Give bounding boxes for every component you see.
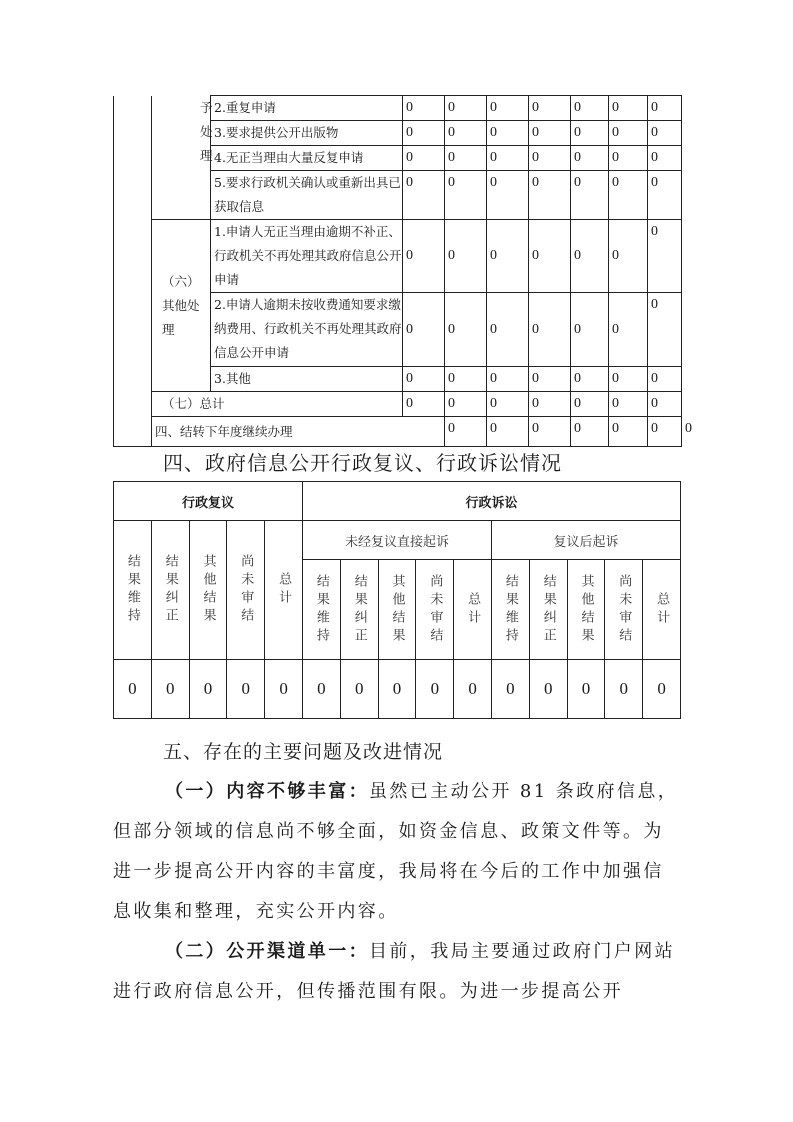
value-cell: 0 bbox=[609, 417, 648, 447]
value-cell: 0 bbox=[609, 293, 648, 367]
row-label: 2.申请人逾期未按收费通知要求缴纳费用、行政机关不再处理其政府信息公开申请 bbox=[211, 293, 403, 367]
review-column-header bbox=[227, 521, 265, 660]
column-label: 总计 bbox=[654, 591, 670, 628]
value-cell: 0 bbox=[403, 220, 445, 293]
value-cell: 0 bbox=[403, 392, 445, 417]
value-cell: 0 bbox=[571, 121, 609, 146]
litigation-column-header bbox=[643, 560, 681, 660]
litigation-column-header bbox=[529, 560, 567, 660]
value-cell: 0 bbox=[445, 146, 487, 171]
value-cell: 0 bbox=[529, 146, 571, 171]
paragraph-text: 目前，我局主要通过政府门户网站进行政府信息公开，但传播范围有限。为进一步提高公开 bbox=[113, 941, 675, 1002]
value-cell: 0 bbox=[487, 293, 529, 367]
litigation-column-header bbox=[378, 560, 416, 660]
value-cell: 0 bbox=[403, 121, 445, 146]
value-cell: 0 bbox=[571, 293, 609, 367]
row-label: 2.重复申请 bbox=[211, 96, 403, 121]
value-cell: 0 bbox=[529, 660, 567, 719]
column-label: 总计 bbox=[465, 591, 481, 628]
paragraph-single-channel bbox=[113, 932, 683, 1012]
value-cell: 0 bbox=[403, 96, 445, 121]
value-cell: 0 bbox=[571, 417, 609, 447]
value-cell: 0 bbox=[445, 121, 487, 146]
value-cell: 0 bbox=[403, 146, 445, 171]
row-label: 3.要求提供公开出版物 bbox=[211, 121, 403, 146]
value-cell: 0 bbox=[648, 171, 682, 220]
row-label: （七）总计 bbox=[152, 392, 403, 417]
paragraph-lead: （二）公开渠道单一： bbox=[165, 941, 369, 962]
value-cell: 0 bbox=[648, 367, 682, 392]
column-label: 结果纠正 bbox=[351, 573, 367, 646]
value-cell: 0 bbox=[609, 171, 648, 220]
value-cell: 0 bbox=[445, 367, 487, 392]
value-cell: 0 bbox=[487, 220, 529, 293]
value-cell: 0 bbox=[648, 293, 682, 367]
value-cell: 0 bbox=[487, 96, 529, 121]
value-cell: 0 bbox=[227, 660, 265, 719]
litigation-column-header bbox=[567, 560, 605, 660]
group-label: （六）其他处理 bbox=[152, 220, 211, 392]
value-cell: 0 bbox=[605, 660, 643, 719]
group-label: 予处理 bbox=[152, 96, 211, 220]
value-cell: 0 bbox=[529, 392, 571, 417]
column-label: 其他结果 bbox=[200, 554, 216, 626]
column-label: 其他结果 bbox=[389, 573, 405, 646]
value-cell: 0 bbox=[529, 367, 571, 392]
value-cell: 0 bbox=[403, 171, 445, 220]
row-label: 4.无正当理由大量反复申请 bbox=[211, 146, 403, 171]
litigation-column-header bbox=[454, 560, 492, 660]
value-cell: 0 bbox=[648, 146, 682, 171]
value-cell: 0 bbox=[487, 367, 529, 392]
value-cell: 0 bbox=[648, 220, 682, 293]
value-cell: 0 bbox=[445, 417, 487, 447]
value-cell: 0 bbox=[487, 417, 529, 447]
carry-over-row: 四、结转下年度继续办理 0 0 0 0 0 0 0 bbox=[114, 417, 682, 447]
value-cell: 0 bbox=[571, 220, 609, 293]
table-row bbox=[114, 96, 682, 121]
litigation-column-header bbox=[340, 560, 378, 660]
application-handling-table bbox=[113, 95, 692, 447]
value-cell: 0 bbox=[529, 417, 571, 447]
value-cell: 0 bbox=[445, 392, 487, 417]
value-cell: 0 bbox=[529, 171, 571, 220]
outer-group-cell bbox=[114, 96, 152, 447]
row-label: 3.其他 bbox=[211, 367, 403, 392]
value-cell: 0 bbox=[487, 121, 529, 146]
value-cell: 0 bbox=[571, 171, 609, 220]
value-cell: 0 bbox=[609, 146, 648, 171]
value-cell: 0 bbox=[529, 293, 571, 367]
review-column-header bbox=[189, 521, 227, 660]
row-label: 1.申请人无正当理由逾期不补正、行政机关不再处理其政府信息公开申请 bbox=[211, 220, 403, 293]
value-cell: 0 bbox=[378, 660, 416, 719]
review-column-header bbox=[265, 521, 303, 660]
review-litigation-table bbox=[113, 481, 681, 719]
litigation-column-header bbox=[416, 560, 454, 660]
direct-suit-header: 未经复议直接起诉 bbox=[303, 521, 492, 560]
column-label: 尚未审结 bbox=[427, 573, 443, 646]
litigation-column-header bbox=[605, 560, 643, 660]
column-label: 尚未审结 bbox=[238, 554, 254, 626]
table-row bbox=[114, 220, 682, 293]
value-cell: 0 bbox=[529, 121, 571, 146]
litigation-column-header bbox=[303, 560, 341, 660]
row-label: 5.要求行政机关确认或重新出具已获取信息 bbox=[211, 171, 403, 220]
value-cell: 0 bbox=[571, 367, 609, 392]
value-cell: 0 bbox=[487, 146, 529, 171]
paragraph-lead: （一）内容不够丰富： bbox=[165, 781, 369, 802]
value-cell: 0 bbox=[609, 367, 648, 392]
value-cell: 0 bbox=[571, 96, 609, 121]
value-cell: 0 bbox=[189, 660, 227, 719]
value-cell: 0 bbox=[416, 660, 454, 719]
admin-litigation-header: 行政诉讼 bbox=[303, 482, 681, 521]
column-label: 结果维持 bbox=[124, 554, 140, 626]
value-cell: 0 bbox=[529, 220, 571, 293]
value-cell: 0 bbox=[403, 367, 445, 392]
value-cell: 0 bbox=[445, 293, 487, 367]
column-label: 结果维持 bbox=[502, 573, 518, 646]
row-label: 四、结转下年度继续办理 bbox=[152, 417, 445, 447]
admin-review-header: 行政复议 bbox=[114, 482, 303, 521]
column-label: 其他结果 bbox=[578, 573, 594, 646]
value-cell: 0 bbox=[567, 660, 605, 719]
value-cell: 0 bbox=[487, 392, 529, 417]
value-cell: 0 bbox=[571, 146, 609, 171]
value-cell: 0 bbox=[529, 96, 571, 121]
value-cell: 0 bbox=[609, 220, 648, 293]
review-column-header bbox=[151, 521, 189, 660]
column-label: 总计 bbox=[276, 572, 292, 608]
value-cell: 0 bbox=[492, 660, 530, 719]
value-cell: 0 bbox=[648, 96, 682, 121]
review-column-header bbox=[114, 521, 152, 660]
column-label: 尚未审结 bbox=[616, 573, 632, 646]
value-cell: 0 bbox=[445, 171, 487, 220]
value-cell: 0 bbox=[114, 660, 152, 719]
value-cell: 0 bbox=[609, 121, 648, 146]
column-label: 结果纠正 bbox=[540, 573, 556, 646]
value-cell: 0 bbox=[445, 96, 487, 121]
section-5-heading: 五、存在的主要问题及改进情况 bbox=[163, 741, 444, 763]
value-cell: 0 bbox=[151, 660, 189, 719]
column-label: 结果纠正 bbox=[162, 554, 178, 626]
value-cell: 0 bbox=[648, 121, 682, 146]
value-cell: 0 bbox=[643, 660, 681, 719]
value-cell: 0 bbox=[609, 392, 648, 417]
value-cell: 0 bbox=[445, 220, 487, 293]
paragraph-content-insufficient bbox=[113, 772, 683, 932]
section-4-heading: 四、政府信息公开行政复议、行政诉讼情况 bbox=[163, 451, 562, 475]
after-review-suit-header: 复议后起诉 bbox=[492, 521, 681, 560]
value-cell: 0 bbox=[265, 660, 303, 719]
value-cell: 0 bbox=[303, 660, 341, 719]
column-label: 结果维持 bbox=[313, 573, 329, 646]
value-cell: 0 bbox=[487, 171, 529, 220]
value-cell: 0 bbox=[609, 96, 648, 121]
value-cell: 0 bbox=[403, 293, 445, 367]
value-cell: 0 bbox=[454, 660, 492, 719]
value-cell: 0 bbox=[648, 392, 682, 417]
value-cell: 0 bbox=[571, 392, 609, 417]
value-cell: 0 bbox=[340, 660, 378, 719]
value-cell: 0 bbox=[648, 417, 682, 447]
total-row bbox=[114, 392, 682, 417]
paragraph-text: 虽然已主动公开 81 条政府信息，但部分领域的信息尚不够全面，如资金信息、政策文件等。为进一步提高公开内容的丰富度，我局将在今后的工作中加强信息收集和整理，充实公开内容。 bbox=[113, 781, 679, 922]
litigation-column-header bbox=[492, 560, 530, 660]
